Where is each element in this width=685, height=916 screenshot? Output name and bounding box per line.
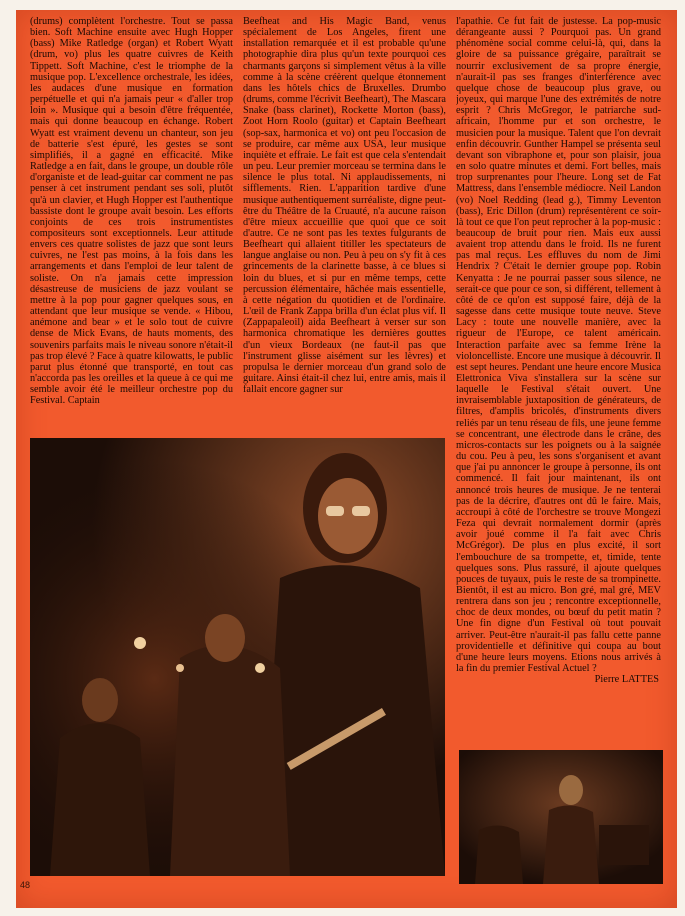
column-1-text: (drums) complètent l'orchestre. Tout se passa bien. Soft Machine ensuite avec Hugh Hopper (bass) Mike Ratledge (organ) et Robert Wyatt (drum, vo) plus les quatre cuivres de Keith Tippett. Soft Machine, c'est le triomphe de la musique pop. L'excellence orchestrale, les idées, les audaces d'une musique en formation perpétuelle et qui n'a jamais peur « d'aller trop loin ». Musique qui a besoin d'être fréquentée, mais qui donne beaucoup en échange. Robert Wyatt est vraiment devenu un chanteur, son jeu de batterie s'est épuré, les gestes se sont simplifiés, il a gagné en efficacité. Mike Ratledge a en fait, dans le groupe, un double rôle d'organiste et de lead-guitar car comment ne pas penser à cet instrument pendant ses soli, plutôt qu'à un clavier, et Hugh Hopper est l'authentique bassiste dont le groupe avait besoin. Les efforts conjoints de ces trois instrumentistes compositeurs sont exceptionnels. Leur attitude envers ces quatre solistes de jazz que sont leurs cuivres, ne l'est pas moins, à la fois dans les arrangements et dans l'emploi de leur talent de soliste. On n'a jamais cette impression désastreuse de musiciens de jazz voulant se mettre à la pop pour gagner quelques sous, en attendant que leur musique se vende. « Hibou, anémone and bear » et le solo tout de cuivre dense de Mick Evans, de hauts moments, des souvenirs parfaits mais le niveau sonore n'était-il pas trop élevé ? Face à quatre kilowatts, le public parut plus étonné que transporté, en tout cas n'accorda pas les oreilles et la queue à ce qui me semble avoir été le meilleur orchestre pop du Festival. Captain bbox=[30, 16, 233, 407]
author-byline: Pierre LATTES bbox=[594, 674, 659, 686]
column-3-text: l'apathie. Ce fut fait de justesse. La pop-music dérangeante aussi ? Pourquoi pas. Un grand phénomène social comme celui-là, qui, dans la gloire de sa puissance grégaire, paraîtrait se nourrir exclusivement de sa propre énergie, n'aurait-il pas ses franges d'interférence avec quelque chose de beaucoup plus grave, ou joyeux, qui marque l'une des extrémités de notre esprit ? Chris McGregor, le patriarche sud-africain, l'homme pur et son orchestre, le musicien pour la musique. Talent que l'on devrait enfin découvrir. Gunther Hampel se présenta seul devant son vibraphone et, pour son plaisir, joua en solo quatre minutes et demi. Fort belles, mais trop surprenantes pour l'heure. Long set de Fat Mattress, dans l'ensemble médiocre. Neil Landon (vo) Noel Redding (lead g.), Timmy Leventon (bass), Eric Dillon (drum) représentèrent ce soir-là tout ce que l'on peut reprocher à la pop-music : beaucoup de bruit pour rien. Mais eux aussi avaient trop attendu dans le froid. Ils ne furent pas mal reçus. Les effluves du nom de Jimi Hendrix ? C'était le dernier groupe pop. Robin Kenyatta : Je ne pourrai passer sous silence, ne serait-ce que pour ce son, si différent, tellement à côté de ce qu'on est supposé faire, déjà de la sagesse dans cette musique toute neuve. Steve Lacy : toute une nouvelle manière, avec la rigueur de l'Europe, ce talent américain. Interaction parfaite avec sa femme Irène la violoncelliste. Encore une musique à découvrir. Il est sept heures. Pendant une heure encore Musica Elettronica Viva s'installera sur la scène sur laquelle le Festival s'était ouvert. Une invraisemblable juxtaposition de générateurs, de filtres, d'amplis bricolés, d'instruments divers reliés par un tenu réseau de fils, une jeune femme se concentrant, une électrode dans le crâne, des micros-contacts sur les poignets ou à la saignée du cou. Peu à peu, les sons s'organisent et avant que j'ai pu annoncer le groupe à personne, ils ont commencé. Il fait jour maintenant, ils ont annoncé trois heures de musique. Je ne tenterai pas de la décrire, d'autres ont dû le faire. Mais, accroupi à côté de l'orchestre se trouve Mongezi Feza qui devrait normalement dormir (après avoir joué comme il l'a fait avec Chris McGrégor). De plus en plus excité, il sort l'embouchure de sa trompette, et, timide, tente quelques sons. Plus rassuré, il ajoute quelques pouces de tuyaux, puis le reste de sa trompinette. Bientôt, il est au micro. Bon gré, mal gré, MEV rentrera dans son jeu ; rencontre exceptionnelle, choc de deux mondes, ou bœuf du petit matin ? Une fin digne d'un Festival où tout pouvait arriver. Peut-être n'aurait-il pas fallu cette panne providentielle et définitive qui coupa au bout d'une heure leurs moyens. Etions nous arrivés à la fin du premier Festival Actuel ? bbox=[456, 16, 661, 675]
article-column-1 bbox=[30, 16, 233, 436]
article-column-2 bbox=[243, 16, 446, 436]
concert-photo bbox=[30, 438, 445, 876]
article-column-3 bbox=[456, 16, 661, 776]
page-number: 48 bbox=[20, 880, 31, 890]
stage-photo-image bbox=[459, 750, 663, 884]
column-2-text: Beefheat and His Magic Band, venus spécialement de Los Angeles, firent une installation remarquée et il est probable qu'une photographie dira plus qu'un texte pourquoi ces charmants garçons si simplement vêtus à la ville comme à la scène créèrent quelque étonnement dans les hôtels chics de Bruxelles. Drumbo (drums, comme l'écrivit Beefheart), The Mascara Snake (bass clarinet), Rockette Morton (bass), Zoot Horn Roolo (guitar) et Captain Beefheart (sop-sax, harmonica et vo) ont peu l'occasion de se produire, car même aux USA, leur musique inquiète et effraie. Le fait est que cela s'entendait un peu. Leur premier morceau se termina dans le silence le plus total. Ni applaudissements, ni sifflements. Rien. L'apparition tardive d'une musique authentiquement surréaliste, digne peut-être du Théâtre de la Cruauté, n'a aucune raison d'être mieux accueillie que quoi que ce soit d'autre. Ce ne sont pas les textes fulgurants de Beefheart qui allaient titiller les spectateurs de langue anglaise ou non. Peu à peu on s'y fit à ces grincements de la clarinette basse, à ce blues si loin du blues, et si pur en même temps, cette percussion élémentaire, hâchée mais essentielle, à cette négation du quotidien et de l'ordinaire. L'œil de Frank Zappa brilla d'un éclat plus vif. Il (Zappapaleoil) aida Beefheart à verser sur son harmonica chromatique les dernières gouttes d'un vieux Bordeaux (ne faut-il pas que l'instrument glisse aisément sur les lèvres) et propulsa le dernier morceau d'un grand solo de guitare. Ainsi était-il chez lui, entre amis, mais il fallait encore gagner sur bbox=[243, 16, 446, 396]
magazine-page bbox=[16, 10, 677, 908]
concert-photo-image bbox=[30, 438, 445, 876]
stage-photo bbox=[459, 750, 663, 884]
